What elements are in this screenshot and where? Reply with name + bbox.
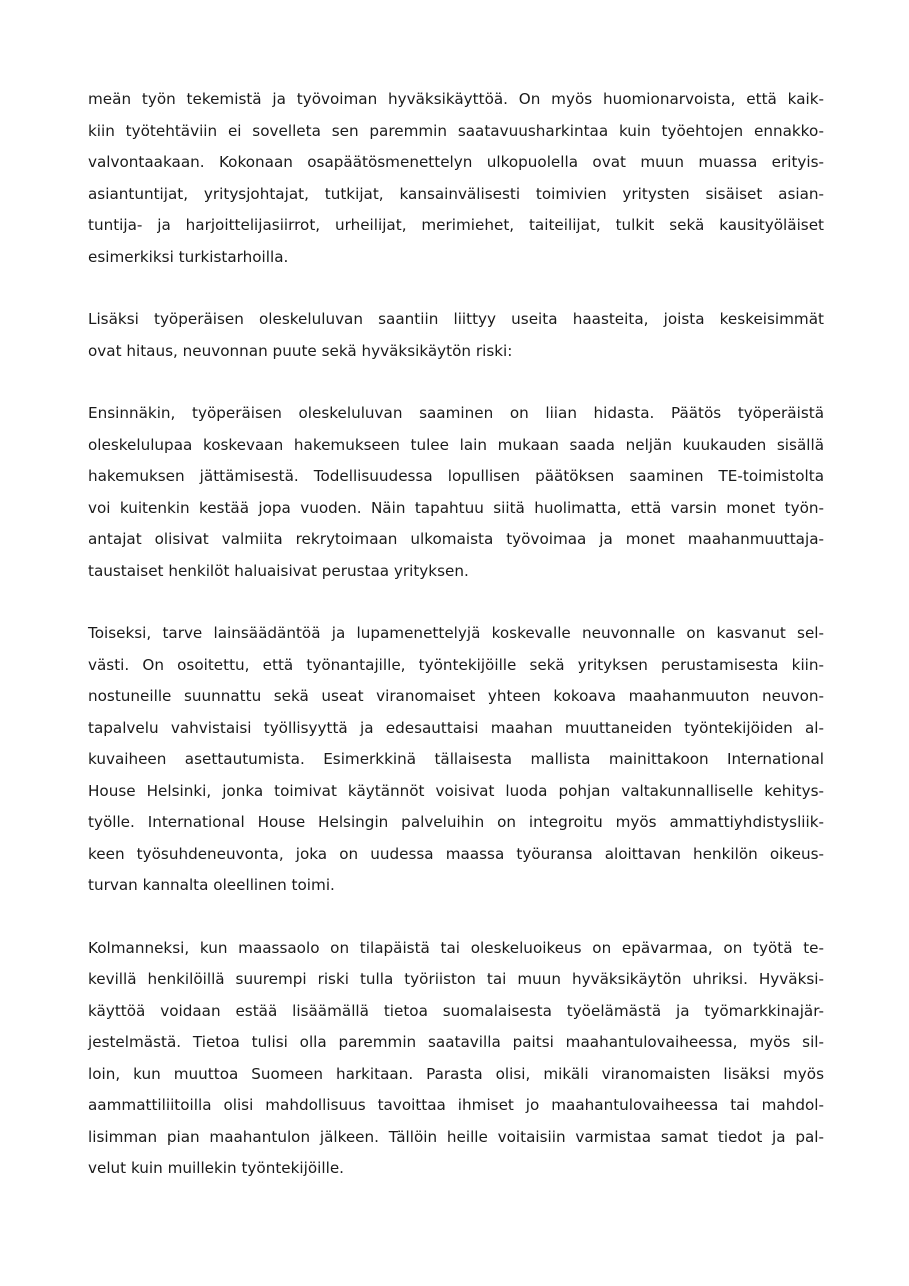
text-line: loin, kun muuttoa Suomeen harkitaan. Parasta olisi, mikäli viranomaisten lisäksi myös (88, 1064, 824, 1083)
text-line: Ensinnäkin, työperäisen oleskeluluvan saaminen on liian hidasta. Päätös työperäistä (88, 404, 824, 422)
text-line: voi kuitenkin kestää jopa vuoden. Näin tapahtuu siitä huolimatta, että varsin monet työn- (88, 498, 824, 517)
text-line: hakemuksen jättämisestä. Todellisuudessa lopullisen päätöksen saaminen TE-toimistolta (88, 467, 824, 485)
paragraph (88, 618, 824, 902)
text-line: Toiseksi, tarve lainsäädäntöä ja lupamenettelyjä koskevalle neuvonnalle on kasvanut sel- (88, 624, 824, 642)
text-line: meän työn tekemistä ja työvoiman hyväksikäyttöä. On myös huomionarvoista, että kaik- (88, 90, 824, 108)
text-line: antajat olisivat valmiita rekrytoimaan ulkomaista työvoimaa ja monet maahanmuuttaja- (88, 530, 824, 548)
text-line: tapalvelu vahvistaisi työllisyyttä ja edesauttaisi maahan muuttaneiden työntekijöiden al- (88, 718, 824, 737)
text-line: jestelmästä. Tietoa tulisi olla paremmin saatavilla paitsi maahantulovaiheessa, myös sil- (88, 1033, 824, 1051)
text-line: aammattiliitoilla olisi mahdollisuus tavoittaa ihmiset jo maahantulovaiheessa tai mahdol- (88, 1096, 824, 1114)
text-line: kuvaiheen asettautumista. Esimerkkinä tällaisesta mallista mainittakoon International (88, 750, 824, 768)
text-line: kiin työtehtäviin ei sovelleta sen paremmin saatavuusharkintaa kuin työehtojen ennakko- (88, 121, 824, 140)
text-line: työlle. International House Helsingin palveluihin on integroitu myös ammattiyhdistysliik- (88, 813, 824, 831)
paragraph (88, 84, 824, 273)
text-line: oleskelulupaa koskevaan hakemukseen tulee lain mukaan saada neljän kuukauden sisällä (88, 435, 824, 454)
paragraph (88, 304, 824, 367)
text-line: tuntija- ja harjoittelijasiirrot, urheilijat, merimiehet, taiteilijat, tulkit sekä kausityöläiset (88, 216, 824, 234)
text-line: lisimman pian maahantulon jälkeen. Tällöin heille voitaisiin varmistaa samat tiedot ja pal- (88, 1127, 824, 1146)
text-line: velut kuin muillekin työntekijöille. (88, 1159, 344, 1177)
text-line: Kolmanneksi, kun maassaolo on tilapäistä tai oleskeluoikeus on epävarmaa, on työtä te- (88, 938, 824, 957)
text-line: taustaiset henkilöt haluaisivat perustaa yrityksen. (88, 561, 469, 580)
text-line: keen työsuhdeneuvonta, joka on uudessa maassa työuransa aloittavan henkilön oikeus- (88, 844, 824, 863)
text-line: ovat hitaus, neuvonnan puute sekä hyväksikäytön riski: (88, 341, 513, 360)
text-line: turvan kannalta oleellinen toimi. (88, 876, 335, 894)
text-line: kevillä henkilöillä suurempi riski tulla työriiston tai muun hyväksikäytön uhriksi. Hyväksi- (88, 970, 824, 988)
document-page (88, 84, 824, 1216)
text-line: Lisäksi työperäisen oleskeluluvan saantiin liittyy useita haasteita, joista keskeisimmät (88, 310, 824, 328)
text-line: asiantuntijat, yritysjohtajat, tutkijat, kansainvälisesti toimivien yritysten sisäiset asian- (88, 184, 824, 203)
text-line: valvontaakaan. Kokonaan osapäätösmenettelyn ulkopuolella ovat muun muassa erityis- (88, 153, 824, 171)
paragraph (88, 933, 824, 1185)
text-line: käyttöä voidaan estää lisäämällä tietoa suomalaisesta työelämästä ja työmarkkinajär- (88, 1001, 824, 1020)
text-line: House Helsinki, jonka toimivat käytännöt voisivat luoda pohjan valtakunnalliselle kehitys- (88, 781, 824, 800)
text-line: esimerkiksi turkistarhoilla. (88, 247, 289, 266)
paragraph (88, 398, 824, 587)
text-line: västi. On osoitettu, että työnantajille, työntekijöille sekä yrityksen perustamisesta kiin- (88, 655, 824, 674)
text-line: nostuneille suunnattu sekä useat viranomaiset yhteen kokoava maahanmuuton neuvon- (88, 687, 824, 705)
